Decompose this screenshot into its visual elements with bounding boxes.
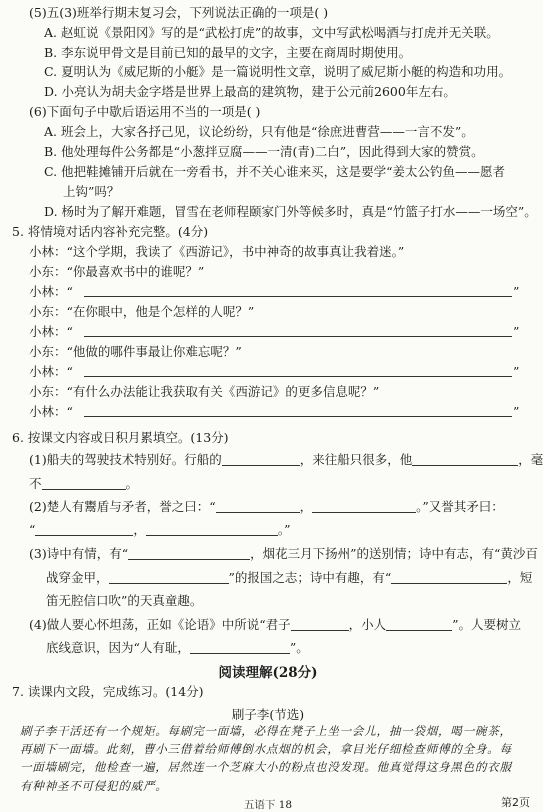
- dialog-line: 小东：“你最喜欢书中的谁呢？”: [29, 264, 205, 279]
- q6-item2: [29, 499, 504, 515]
- item5-option-a: A. 赵虹说《景阳冈》写的是“武松打虎”的故事，文中写武松喝酒与打虎并无关联。: [44, 25, 499, 40]
- q6-item2-cont: [29, 522, 291, 538]
- q6-item2-text: “: [29, 522, 36, 537]
- dialog-line: 小林：“: [29, 284, 73, 299]
- blank[interactable]: [312, 500, 416, 513]
- answer-line[interactable]: [84, 376, 512, 377]
- blank[interactable]: [291, 618, 349, 631]
- dialog-line: 小东：“在你眼中，他是个怎样的人呢？”: [29, 304, 255, 319]
- q6-item4-text: ，小人: [348, 617, 387, 632]
- q7-heading: 7. 读课内文段，完成练习。(14分): [12, 684, 204, 699]
- item5-option-c: C. 夏明认为《威尼斯的小艇》是一篇说明性文章，说明了威尼斯小艇的构造和功用。: [44, 64, 512, 79]
- answer-line[interactable]: [84, 336, 512, 337]
- dialog-line: 小林：“: [29, 364, 73, 379]
- item6-option-c-cont: 上钩”吗？: [63, 184, 120, 199]
- q6-item3-text: (3)诗中有情，有“: [29, 546, 129, 561]
- item5-option-b: B. 李东说甲骨文是目前已知的最早的文字，主要在商周时期使用。: [44, 45, 412, 60]
- q6-item4-text: ”。人要树立: [452, 617, 522, 632]
- q6-item3-text: ，短: [507, 570, 533, 585]
- q6-heading: 6. 按课文内容或日积月累填空。(13分): [12, 430, 229, 445]
- q6-item4: [29, 617, 521, 633]
- dialog-line: 小林：“这个学期，我读了《西游记》，书中神奇的故事真让我着迷。”: [29, 244, 405, 259]
- blank[interactable]: [391, 571, 507, 584]
- q6-item2-text: 。”: [277, 522, 291, 537]
- q6-item1-text: ，来往船只很多，他: [299, 452, 413, 467]
- q5-heading: 5. 将情境对话内容补充完整。(4分): [12, 224, 209, 239]
- blank[interactable]: [146, 523, 278, 536]
- q6-item1: [29, 452, 543, 468]
- footer-page-label: 五语下 18: [243, 799, 293, 811]
- dialog-line: 小东：“他做的哪件事最让你难忘呢？”: [29, 344, 242, 359]
- q6-item3-text: ”的报国之志；诗中有趣，有“: [228, 570, 392, 585]
- item6-option-c: C. 他把鞋摊铺开后就在一旁看书，并不关心谁来买，这是要学“姜太公钓鱼——愿者: [44, 164, 505, 179]
- blank[interactable]: [386, 618, 452, 631]
- close-quote: ”: [513, 324, 520, 339]
- q6-item3-end: 笛无腔信口吹”的天真童趣。: [46, 593, 203, 608]
- item6-option-d: D. 杨时为了解开难题，冒雪在老师程颐家门外等候多时，真是“竹篮子打水——一场空”。: [44, 204, 537, 219]
- q6-item1-cont: [29, 476, 138, 492]
- q6-item3-text: 战穿金甲，: [46, 570, 109, 585]
- q6-item1-text: ，毫: [518, 452, 543, 467]
- q6-item3-cont: [46, 570, 532, 586]
- close-quote: ”: [513, 404, 520, 419]
- q6-item2-text: ，: [299, 499, 313, 514]
- q6-item4-text: (4)做人要心怀坦荡，正如《论语》中所说“君子: [29, 617, 291, 632]
- item5-stem: (5)五(3)班举行期末复习会，下列说法正确的一项是( ): [29, 5, 329, 20]
- item5-option-d: D. 小亮认为胡夫金字塔是世界上最高的建筑物，建于公元前2600年左右。: [44, 84, 456, 99]
- page-number: 第2页: [501, 796, 530, 809]
- item6-option-b: B. 他处理每件公务都是“小葱拌豆腐——一清(青)二白”，因此得到大家的赞赏。: [44, 144, 484, 159]
- section-title: 阅读理解(28分): [218, 665, 318, 681]
- q6-item4-cont: [46, 640, 309, 656]
- blank[interactable]: [42, 477, 126, 490]
- answer-line[interactable]: [84, 416, 512, 417]
- q6-item2-text: 。”又誉其矛曰：: [416, 499, 504, 514]
- close-quote: ”: [513, 364, 520, 379]
- q6-item2-text: (2)楚人有鬻盾与矛者，誉之曰：“: [29, 499, 216, 514]
- blank[interactable]: [216, 500, 300, 513]
- blank[interactable]: [109, 571, 229, 584]
- q6-item1-text: 不: [29, 476, 42, 491]
- dialog-line: 小林：“: [29, 324, 73, 339]
- blank[interactable]: [190, 641, 290, 654]
- passage-text: 刷子李干活还有一个规矩。每刷完一面墙，必得在凳子上坐一会儿，抽一袋烟，喝一碗茶，再刷下一面墙。此刻，曹小三借着给师傅倒水点烟的机会，拿目光仔细检查师傅的全身。每一面墙刷完，他检查一遍，居然连一个芝麻大小的粉点也没发现。他真觉得这身黑色的衣服有种神圣不可侵犯的威严。: [20, 724, 512, 793]
- q6-item4-text: ”。: [289, 640, 309, 655]
- blank[interactable]: [412, 453, 518, 466]
- q6-item2-text: ，: [133, 522, 146, 537]
- blank[interactable]: [222, 453, 300, 466]
- q6-item4-text: 底线意识，因为“人有耻，: [46, 640, 190, 655]
- item6-stem: (6)下面句子中歇后语运用不当的一项是( ): [29, 104, 261, 119]
- close-quote: ”: [513, 284, 520, 299]
- answer-line[interactable]: [84, 296, 512, 297]
- dialog-line: 小东：“有什么办法能让我获取有关《西游记》的更多信息呢？”: [29, 384, 380, 399]
- blank[interactable]: [128, 547, 250, 560]
- blank[interactable]: [35, 523, 133, 536]
- dialog-line: 小林：“: [29, 404, 73, 419]
- item6-option-a: A. 班会上，大家各抒己见，议论纷纷，只有他是“徐庶进曹营——一言不发”。: [44, 124, 474, 139]
- q6-item1-text: (1)船夫的驾驶技术特别好。行船的: [29, 452, 222, 467]
- q6-item3: [29, 546, 538, 562]
- q6-item3-text: ，烟花三月下扬州”的送别情；诗中有志，有“黄沙百: [250, 546, 538, 561]
- passage-title: 刷子李(节选): [231, 707, 305, 722]
- q6-item1-text: 。: [125, 476, 139, 491]
